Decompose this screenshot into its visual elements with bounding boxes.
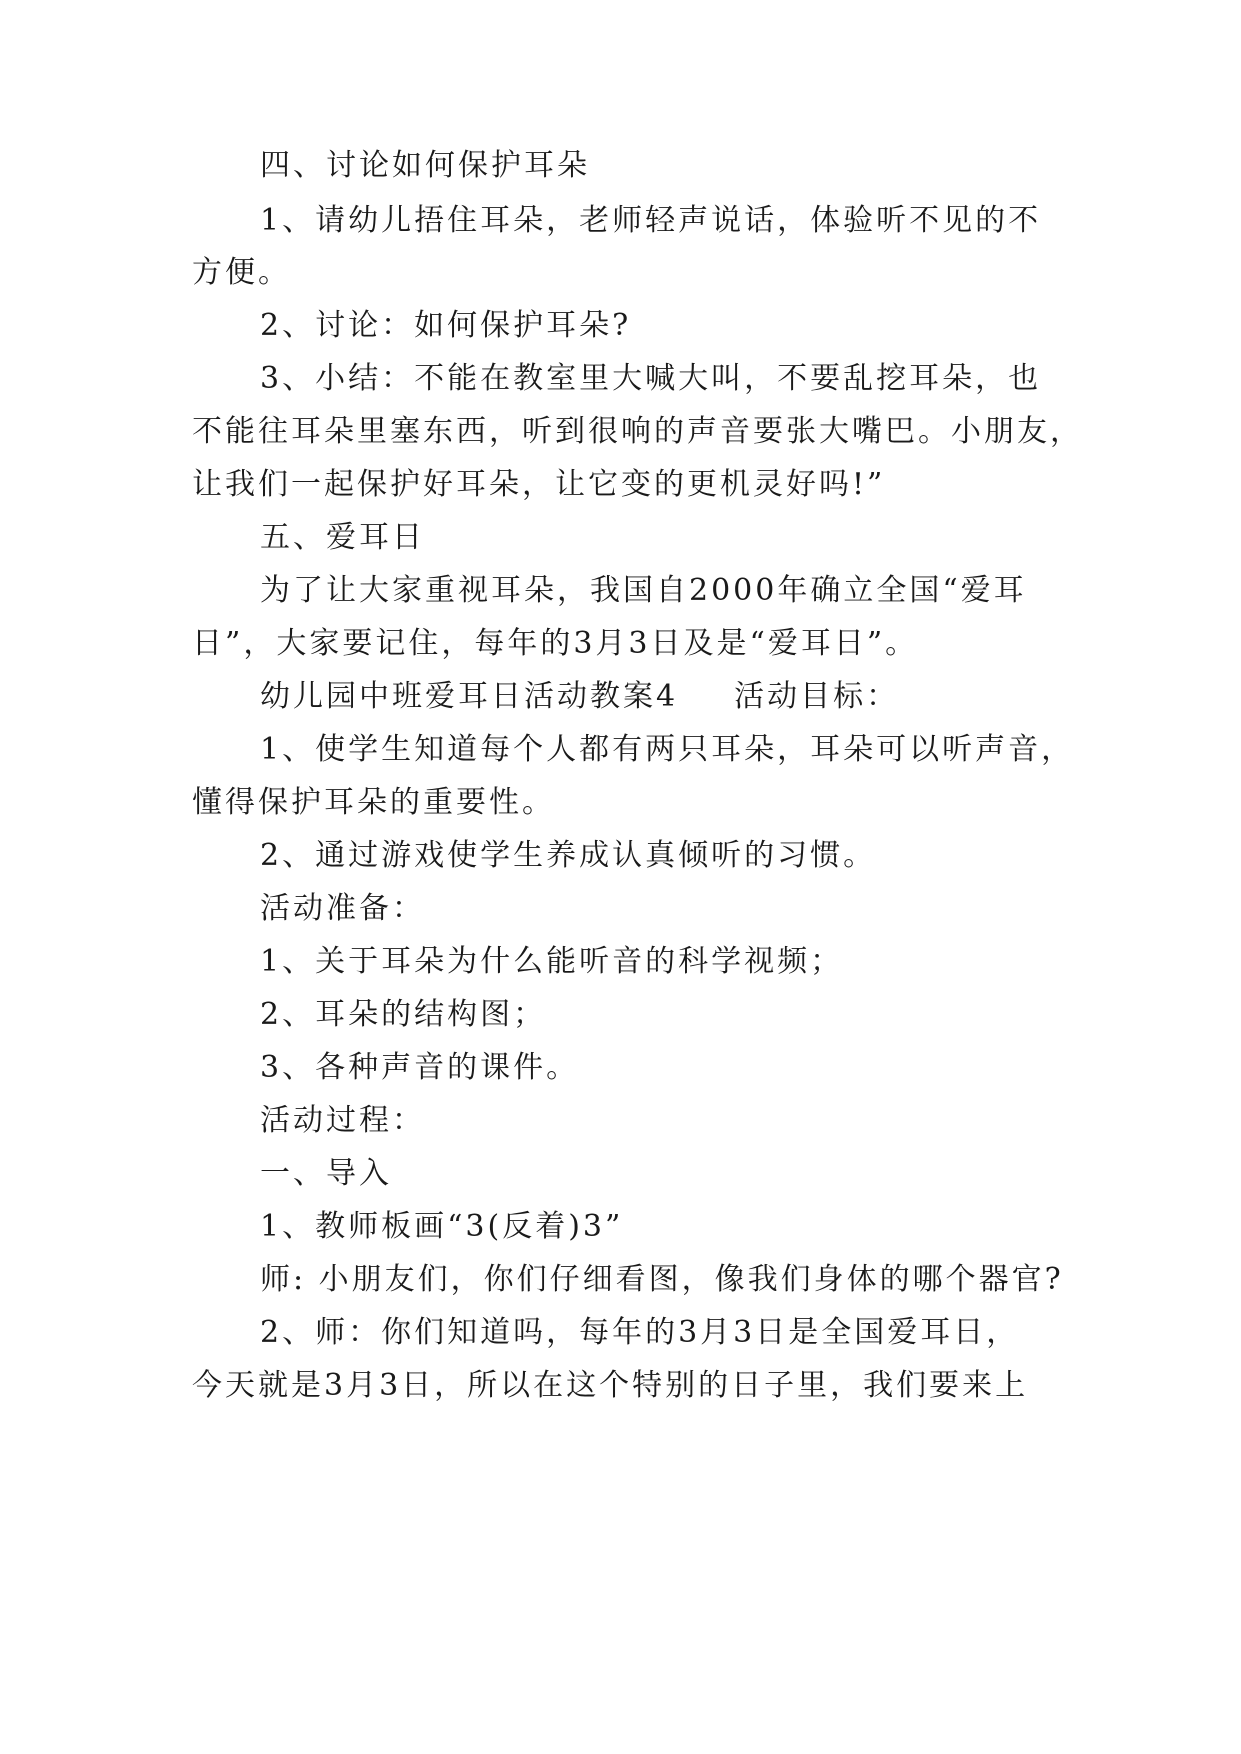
paragraph-line: 日”，大家要记住，每年的3月3日及是“爱耳日”。	[192, 626, 919, 661]
paragraph-line: 让我们一起保护好耳朵，让它变的更机灵好吗!”	[192, 467, 886, 502]
paragraph-line: 懂得保护耳朵的重要性。	[192, 785, 555, 820]
paragraph-line: 2、耳朵的结构图；	[260, 997, 547, 1032]
preparation-heading: 活动准备：	[260, 891, 425, 926]
lesson-title: 幼儿园中班爱耳日活动教案4	[260, 679, 679, 714]
paragraph-line: 3、小结：不能在教室里大喊大叫，不要乱挖耳朵，也	[260, 361, 1042, 396]
paragraph-line: 为了让大家重视耳朵，我国自2000年确立全国“爱耳	[260, 573, 1027, 608]
paragraph-line: 2、通过游戏使学生养成认真倾听的习惯。	[260, 838, 877, 873]
paragraph-line: 不能往耳朵里塞东西，听到很响的声音要张大嘴巴。小朋友，	[192, 414, 1083, 449]
paragraph-line: 2、讨论：如何保护耳朵?	[260, 308, 632, 343]
lesson-title-line	[0, 677, 1241, 717]
section-heading-1: 一、导入	[260, 1156, 392, 1191]
paragraph-line: 1、请幼儿捂住耳朵，老师轻声说话，体验听不见的不	[260, 203, 1042, 238]
paragraph-line: 3、各种声音的课件。	[260, 1050, 580, 1085]
paragraph-line: 方便。	[192, 255, 291, 290]
section-heading-5: 五、爱耳日	[260, 520, 425, 555]
process-heading: 活动过程：	[260, 1103, 425, 1138]
paragraph-line: 师: 小朋友们，你们仔细看图，像我们身体的哪个器官?	[260, 1262, 1064, 1297]
paragraph-line: 2、师：你们知道吗，每年的3月3日是全国爱耳日，	[260, 1315, 1020, 1350]
section-heading-4: 四、讨论如何保护耳朵	[260, 148, 590, 183]
paragraph-line: 1、教师板画“3(反着)3”	[260, 1209, 624, 1244]
paragraph-line: 1、关于耳朵为什么能听音的科学视频；	[260, 944, 844, 979]
paragraph-line: 1、使学生知道每个人都有两只耳朵，耳朵可以听声音，	[260, 732, 1075, 767]
objectives-heading: 活动目标：	[734, 679, 900, 714]
paragraph-line: 今天就是3月3日，所以在这个特别的日子里，我们要来上	[192, 1368, 1029, 1403]
